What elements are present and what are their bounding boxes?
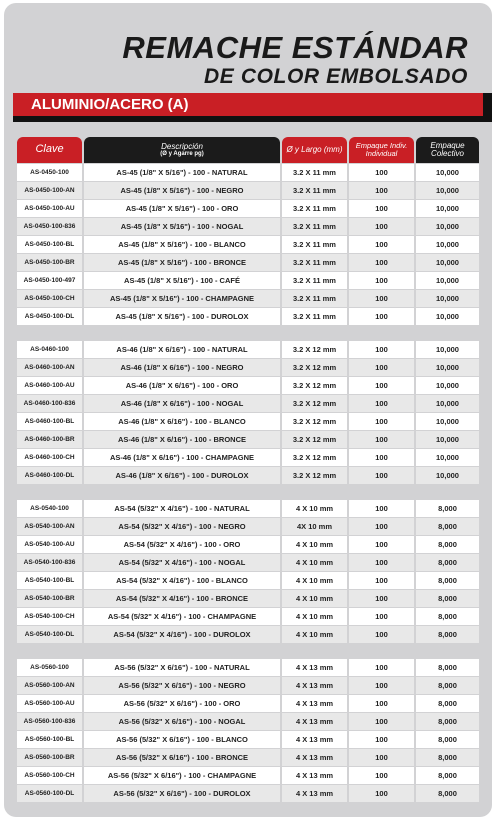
cell-desc: AS-56 (5/32" X 6/16") - 100 - DUROLOX [84,785,280,802]
cell-indiv: 100 [349,713,414,730]
cell-dim: 3.2 X 12 mm [282,395,347,412]
cell-clave: AS-0540-100-836 [17,554,82,571]
cell-dim: 3.2 X 11 mm [282,272,347,289]
table-row [17,377,479,395]
cell-colec: 10,000 [416,413,479,430]
cell-dim: 3.2 X 11 mm [282,218,347,235]
cell-desc: AS-56 (5/32" X 6/16") - 100 - BLANCO [84,731,280,748]
cell-indiv: 100 [349,182,414,199]
cell-colec: 8,000 [416,677,479,694]
cell-dim: 3.2 X 12 mm [282,449,347,466]
cell-clave: AS-0460-100-BR [17,431,82,448]
cell-clave: AS-0460-100-AU [17,377,82,394]
header-clave [17,137,82,163]
cell-desc: AS-46 (1/8" X 6/16") - 100 - NOGAL [84,395,280,412]
cell-desc: AS-46 (1/8" X 6/16") - 100 - NEGRO [84,359,280,376]
header-individual-label: Empaque Indiv. Individual [355,141,408,158]
cell-indiv: 100 [349,254,414,271]
cell-clave: AS-0460-100-CH [17,449,82,466]
cell-colec: 8,000 [416,659,479,676]
cell-clave: AS-0560-100-DL [17,785,82,802]
cell-clave: AS-0560-100-BL [17,731,82,748]
cell-colec: 10,000 [416,341,479,358]
cell-indiv: 100 [349,164,414,181]
cell-colec: 10,000 [416,290,479,307]
table-row [17,254,479,272]
cell-colec: 10,000 [416,200,479,217]
cell-clave: AS-0540-100-AU [17,536,82,553]
table-row [17,590,479,608]
cell-indiv: 100 [349,377,414,394]
cell-indiv: 100 [349,272,414,289]
cell-desc: AS-46 (1/8" X 6/16") - 100 - NATURAL [84,341,280,358]
cell-colec: 10,000 [416,272,479,289]
cell-dim: 3.2 X 11 mm [282,290,347,307]
table-row [17,731,479,749]
cell-clave: AS-0450-100-AU [17,200,82,217]
cell-desc: AS-54 (5/32" X 4/16") - 100 - BLANCO [84,572,280,589]
cell-colec: 8,000 [416,713,479,730]
cell-indiv: 100 [349,467,414,484]
cell-desc: AS-45 (1/8" X 5/16") - 100 - NEGRO [84,182,280,199]
cell-indiv: 100 [349,767,414,784]
cell-indiv: 100 [349,341,414,358]
cell-clave: AS-0540-100 [17,500,82,517]
table-row [17,626,479,644]
cell-indiv: 100 [349,554,414,571]
cell-clave: AS-0560-100-CH [17,767,82,784]
cell-indiv: 100 [349,218,414,235]
cell-indiv: 100 [349,659,414,676]
cell-indiv: 100 [349,749,414,766]
table-row [17,308,479,326]
cell-desc: AS-54 (5/32" X 4/16") - 100 - NOGAL [84,554,280,571]
table-row [17,395,479,413]
cell-clave: AS-0540-100-BL [17,572,82,589]
table-row [17,290,479,308]
cell-colec: 8,000 [416,500,479,517]
cell-colec: 10,000 [416,254,479,271]
table-row [17,677,479,695]
cell-indiv: 100 [349,695,414,712]
cell-desc: AS-45 (1/8" X 5/16") - 100 - BLANCO [84,236,280,253]
cell-desc: AS-54 (5/32" X 4/16") - 100 - DUROLOX [84,626,280,643]
cell-desc: AS-56 (5/32" X 6/16") - 100 - CHAMPAGNE [84,767,280,784]
cell-colec: 8,000 [416,626,479,643]
table-row [17,236,479,254]
cell-indiv: 100 [349,500,414,517]
table-row [17,767,479,785]
cell-clave: AS-0460-100-DL [17,467,82,484]
cell-indiv: 100 [349,590,414,607]
table-group [17,659,479,803]
cell-dim: 3.2 X 12 mm [282,431,347,448]
cell-colec: 8,000 [416,731,479,748]
cell-clave: AS-0450-100-836 [17,218,82,235]
cell-desc: AS-54 (5/32" X 4/16") - 100 - NEGRO [84,518,280,535]
cell-colec: 8,000 [416,695,479,712]
cell-clave: AS-0560-100-BR [17,749,82,766]
section-band [13,93,492,122]
table-row [17,413,479,431]
cell-colec: 8,000 [416,536,479,553]
header-empaque-colectivo [416,137,479,163]
header-clave-label: Clave [35,143,64,156]
cell-clave: AS-0460-100-AN [17,359,82,376]
cell-dim: 3.2 X 12 mm [282,413,347,430]
cell-clave: AS-0460-100 [17,341,82,358]
table-group [17,164,479,326]
table-row [17,449,479,467]
cell-indiv: 100 [349,536,414,553]
cell-clave: AS-0560-100-AN [17,677,82,694]
cell-dim: 3.2 X 11 mm [282,200,347,217]
header-descripcion-label: Descripción [161,141,203,151]
table-row [17,608,479,626]
section-title: ALUMINIO/ACERO (A) [31,96,189,113]
cell-indiv: 100 [349,236,414,253]
table-row [17,536,479,554]
cell-indiv: 100 [349,572,414,589]
cell-indiv: 100 [349,413,414,430]
cell-dim: 3.2 X 11 mm [282,182,347,199]
cell-dim: 4 X 10 mm [282,500,347,517]
cell-desc: AS-46 (1/8" X 6/16") - 100 - BRONCE [84,431,280,448]
cell-desc: AS-46 (1/8" X 6/16") - 100 - DUROLOX [84,467,280,484]
cell-desc: AS-56 (5/32" X 6/16") - 100 - ORO [84,695,280,712]
section-band-red [13,93,483,116]
cell-clave: AS-0560-100 [17,659,82,676]
cell-desc: AS-56 (5/32" X 6/16") - 100 - BRONCE [84,749,280,766]
table-group [17,341,479,485]
cell-dim: 4 X 13 mm [282,659,347,676]
cell-dim: 3.2 X 11 mm [282,164,347,181]
cell-dim: 4 X 13 mm [282,785,347,802]
cell-dim: 3.2 X 12 mm [282,377,347,394]
table-row [17,713,479,731]
cell-colec: 10,000 [416,218,479,235]
cell-desc: AS-54 (5/32" X 4/16") - 100 - CHAMPAGNE [84,608,280,625]
cell-clave: AS-0540-100-BR [17,590,82,607]
cell-clave: AS-0450-100-497 [17,272,82,289]
cell-dim: 4 X 13 mm [282,695,347,712]
cell-indiv: 100 [349,395,414,412]
cell-clave: AS-0460-100-836 [17,395,82,412]
cell-colec: 8,000 [416,608,479,625]
cell-colec: 10,000 [416,308,479,325]
cell-colec: 10,000 [416,449,479,466]
cell-clave: AS-0460-100-BL [17,413,82,430]
cell-clave: AS-0540-100-CH [17,608,82,625]
cell-clave: AS-0450-100-DL [17,308,82,325]
table-row [17,749,479,767]
table-row [17,341,479,359]
cell-indiv: 100 [349,308,414,325]
cell-dim: 4 X 10 mm [282,536,347,553]
table-row [17,359,479,377]
table-row [17,554,479,572]
page-subtitle: DE COLOR EMBOLSADO [204,65,468,88]
cell-colec: 8,000 [416,572,479,589]
cell-desc: AS-45 (1/8" X 5/16") - 100 - NOGAL [84,218,280,235]
cell-indiv: 100 [349,626,414,643]
cell-colec: 8,000 [416,749,479,766]
cell-desc: AS-54 (5/32" X 4/16") - 100 - ORO [84,536,280,553]
cell-desc: AS-54 (5/32" X 4/16") - 100 - NATURAL [84,500,280,517]
cell-indiv: 100 [349,677,414,694]
cell-dim: 4 X 13 mm [282,731,347,748]
cell-dim: 4 X 10 mm [282,626,347,643]
cell-colec: 10,000 [416,431,479,448]
cell-clave: AS-0560-100-836 [17,713,82,730]
cell-colec: 10,000 [416,236,479,253]
cell-colec: 10,000 [416,359,479,376]
cell-clave: AS-0450-100-BL [17,236,82,253]
cell-clave: AS-0450-100-BR [17,254,82,271]
cell-desc: AS-46 (1/8" X 6/16") - 100 - ORO [84,377,280,394]
cell-indiv: 100 [349,200,414,217]
cell-clave: AS-0450-100 [17,164,82,181]
cell-dim: 4 X 13 mm [282,677,347,694]
cell-desc: AS-45 (1/8" X 5/16") - 100 - ORO [84,200,280,217]
cell-desc: AS-45 (1/8" X 5/16") - 100 - DUROLOX [84,308,280,325]
cell-desc: AS-45 (1/8" X 5/16") - 100 - NATURAL [84,164,280,181]
cell-indiv: 100 [349,290,414,307]
cell-dim: 3.2 X 11 mm [282,236,347,253]
table-row [17,164,479,182]
cell-desc: AS-46 (1/8" X 6/16") - 100 - CHAMPAGNE [84,449,280,466]
cell-desc: AS-56 (5/32" X 6/16") - 100 - NOGAL [84,713,280,730]
table-row [17,182,479,200]
cell-indiv: 100 [349,518,414,535]
cell-dim: 4 X 13 mm [282,749,347,766]
table-row [17,695,479,713]
cell-dim: 4 X 10 mm [282,590,347,607]
header-diametro-largo [282,137,347,163]
header-descripcion-sub: (Ø y Agarre pg) [160,151,204,158]
table-row [17,518,479,536]
cell-clave: AS-0560-100-AU [17,695,82,712]
cell-colec: 10,000 [416,182,479,199]
table-row [17,218,479,236]
cell-colec: 8,000 [416,767,479,784]
cell-desc: AS-54 (5/32" X 4/16") - 100 - BRONCE [84,590,280,607]
cell-dim: 4 X 13 mm [282,713,347,730]
table-row [17,500,479,518]
header-descripcion [84,137,280,163]
cell-dim: 3.2 X 11 mm [282,308,347,325]
cell-desc: AS-45 (1/8" X 5/16") - 100 - CAFÉ [84,272,280,289]
table-row [17,467,479,485]
cell-desc: AS-45 (1/8" X 5/16") - 100 - BRONCE [84,254,280,271]
header-diametro-label: Ø y Largo (mm) [286,144,343,154]
cell-dim: 4 X 10 mm [282,608,347,625]
table-row [17,572,479,590]
table-row [17,272,479,290]
cell-dim: 3.2 X 12 mm [282,359,347,376]
cell-indiv: 100 [349,449,414,466]
cell-clave: AS-0540-100-DL [17,626,82,643]
header-empaque-individual [349,137,414,163]
cell-indiv: 100 [349,785,414,802]
cell-indiv: 100 [349,431,414,448]
cell-clave: AS-0450-100-AN [17,182,82,199]
page-title: REMACHE ESTÁNDAR [122,30,468,65]
cell-dim: 4X 10 mm [282,518,347,535]
cell-dim: 4 X 13 mm [282,767,347,784]
cell-indiv: 100 [349,608,414,625]
table-row [17,785,479,803]
table-row [17,431,479,449]
cell-clave: AS-0540-100-AN [17,518,82,535]
cell-dim: 3.2 X 12 mm [282,341,347,358]
cell-colec: 10,000 [416,164,479,181]
cell-colec: 8,000 [416,590,479,607]
table-group [17,500,479,644]
table-row [17,659,479,677]
cell-dim: 4 X 10 mm [282,554,347,571]
table-row [17,200,479,218]
cell-dim: 3.2 X 11 mm [282,254,347,271]
cell-desc: AS-56 (5/32" X 6/16") - 100 - NEGRO [84,677,280,694]
cell-desc: AS-46 (1/8" X 6/16") - 100 - BLANCO [84,413,280,430]
cell-colec: 8,000 [416,785,479,802]
cell-colec: 8,000 [416,518,479,535]
cell-colec: 10,000 [416,467,479,484]
cell-desc: AS-56 (5/32" X 6/16") - 100 - NATURAL [84,659,280,676]
cell-indiv: 100 [349,359,414,376]
cell-colec: 10,000 [416,377,479,394]
cell-clave: AS-0450-100-CH [17,290,82,307]
cell-desc: AS-45 (1/8" X 5/16") - 100 - CHAMPAGNE [84,290,280,307]
cell-colec: 8,000 [416,554,479,571]
cell-colec: 10,000 [416,395,479,412]
header-colectivo-label: Empaque Colectivo [430,140,465,158]
cell-dim: 4 X 10 mm [282,572,347,589]
cell-indiv: 100 [349,731,414,748]
cell-dim: 3.2 X 12 mm [282,467,347,484]
